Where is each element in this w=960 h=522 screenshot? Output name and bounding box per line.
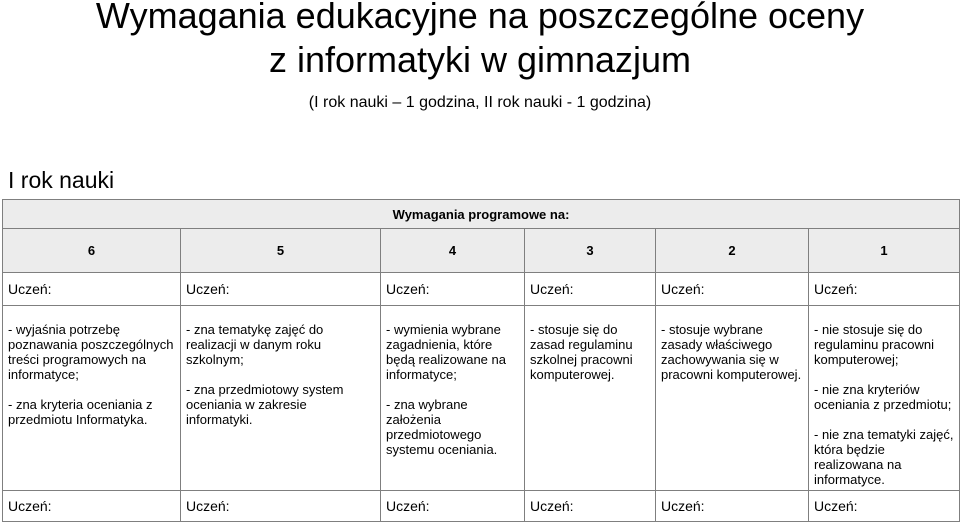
requirement-item: - zna wybrane założenia przedmiotowego systemu oceniania.: [386, 397, 498, 457]
student-label-row-2: [3, 491, 960, 522]
grade-cell: 1: [809, 229, 960, 273]
grade-cell: 6: [3, 229, 181, 273]
requirement-item: - stosuje się do zasad regulaminu szkolnej pracowni komputerowej.: [530, 322, 633, 382]
table-caption: Wymagania programowe na:: [3, 200, 960, 229]
grade-cell: 2: [656, 229, 809, 273]
requirement-item: - nie stosuje się do regulaminu pracowni komputerowej;: [814, 322, 934, 367]
requirements-cell: [3, 306, 181, 491]
requirement-item: - nie zna tematyki zajęć, która będzie realizowana na informatyce.: [814, 427, 954, 487]
requirement-item: - wymienia wybrane zagadnienia, które będą realizowane na informatyce;: [386, 322, 506, 382]
student-label: Uczeń:: [656, 273, 809, 306]
student-label: Uczeń:: [381, 273, 525, 306]
student-label: Uczeń:: [809, 491, 960, 522]
requirements-cell: [809, 306, 960, 491]
grades-row: [3, 229, 960, 273]
student-label: Uczeń:: [525, 273, 656, 306]
student-label: Uczeń:: [656, 491, 809, 522]
requirements-cell: [656, 306, 809, 491]
requirements-cell: [525, 306, 656, 491]
requirement-item: - zna przedmiotowy system oceniania w zakresie informatyki.: [186, 382, 344, 427]
page-subtitle: (I rok nauki – 1 godzina, II rok nauki - 1 godzina): [308, 94, 652, 111]
page-title-line2: z informatyki w gimnazjum: [268, 39, 692, 80]
student-label: Uczeń:: [181, 491, 381, 522]
grade-cell: 3: [525, 229, 656, 273]
student-label: Uczeń:: [525, 491, 656, 522]
requirement-item: - wyjaśnia potrzebę poznawania poszczególnych treści programowych na informatyce;: [8, 322, 174, 382]
requirement-item: - zna tematykę zajęć do realizacji w danym roku szkolnym;: [186, 322, 324, 367]
student-label: Uczeń:: [3, 491, 181, 522]
grade-cell: 5: [181, 229, 381, 273]
section-title: I rok nauki: [8, 167, 115, 193]
table-caption-row: [3, 200, 960, 229]
requirements-table: [2, 199, 960, 522]
student-label: Uczeń:: [3, 273, 181, 306]
requirements-cell: [181, 306, 381, 491]
page-title-line1: Wymagania edukacyjne na poszczególne oceny: [95, 0, 865, 36]
student-label: Uczeń:: [381, 491, 525, 522]
grade-cell: 4: [381, 229, 525, 273]
student-label: Uczeń:: [181, 273, 381, 306]
requirement-item: - zna kryteria oceniania z przedmiotu Informatyka.: [8, 397, 153, 427]
requirement-item: - nie zna kryteriów oceniania z przedmiotu;: [814, 382, 952, 412]
requirements-row: [3, 306, 960, 491]
student-label-row: [3, 273, 960, 306]
requirements-cell: [381, 306, 525, 491]
student-label: Uczeń:: [809, 273, 960, 306]
requirement-item: - stosuje wybrane zasady właściwego zachowywania się w pracowni komputerowej.: [661, 322, 802, 382]
